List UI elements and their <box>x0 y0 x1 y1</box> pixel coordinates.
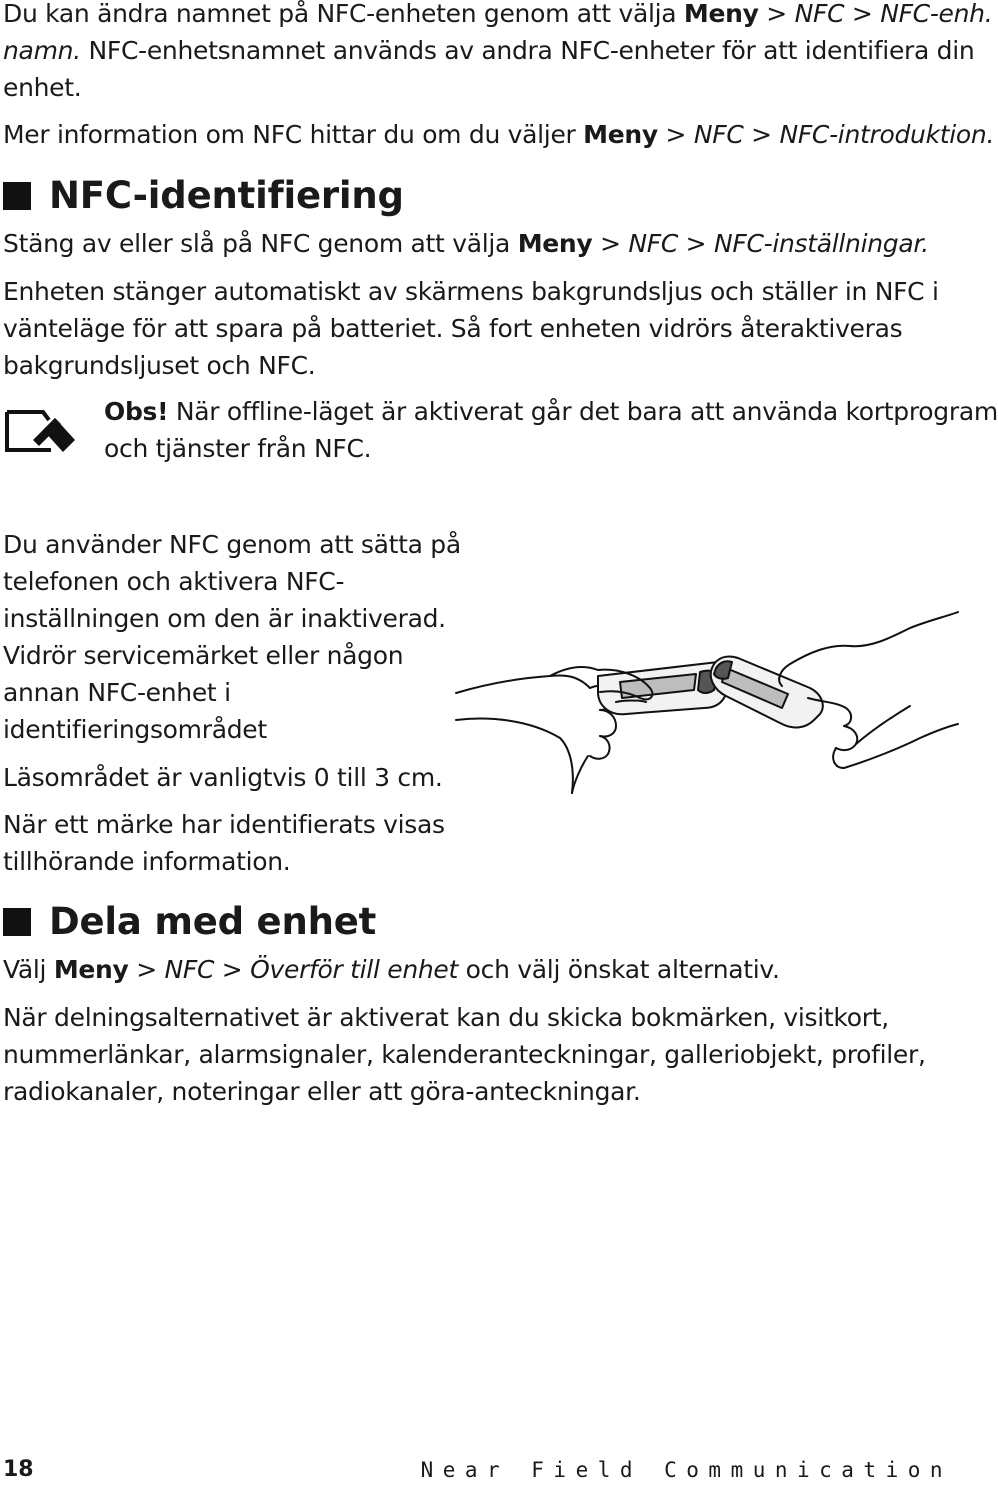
use-line-1: Du använder NFC genom att sätta på <box>3 530 461 559</box>
use-line-4: Vidrör servicemärket eller någon <box>3 641 404 670</box>
intro-line-3: enhet. <box>3 73 82 102</box>
use-line-5: annan NFC-enhet i <box>3 678 231 707</box>
info-line-1: När ett märke har identifierats visas <box>3 810 445 839</box>
black-square-icon <box>3 182 31 210</box>
section1-toggle-text: Stäng av eller slå på NFC genom att välja Meny > NFC > NFC-inställningar. <box>3 229 929 258</box>
section-heading-dela-med-enhet: Dela med enhet <box>3 899 376 945</box>
use-line-6: identifieringsområdet <box>3 715 267 744</box>
use-line-2: telefonen och aktivera NFC- <box>3 567 345 596</box>
intro-line-1: Du kan ändra namnet på NFC-enheten genom att välja Meny > NFC > NFC-enh. <box>3 0 993 28</box>
intro-line-2: namn. NFC-enhetsnamnet används av andra NFC-enheter för att identifiera din <box>3 36 975 65</box>
section2-share-line-1: När delningsalternativet är aktiverat kan du skicka bokmärken, visitkort, <box>3 1003 889 1032</box>
chapter-title: Near Field Communication <box>420 1458 952 1482</box>
section1-backlight-line-1: Enheten stänger automatiskt av skärmens bakgrundsljus och ställer in NFC i <box>3 277 939 306</box>
section2-share-line-2: nummerlänkar, alarmsignaler, kalenderanteckningar, galleriobjekt, profiler, <box>3 1040 926 1069</box>
section-heading-nfc-identifiering: NFC-identifiering <box>3 173 404 219</box>
section2-menu-path: Välj Meny > NFC > Överför till enhet och välj önskat alternativ. <box>3 955 780 984</box>
nfc-phones-touching-illustration <box>450 598 960 828</box>
page-number: 18 <box>3 1457 34 1482</box>
section1-backlight-line-2: vänteläge för att spara på batteriet. Så fort enheten vidrörs återaktiveras <box>3 314 903 343</box>
intro-more-info: Mer information om NFC hittar du om du väljer Meny > NFC > NFC-introduktion. <box>3 120 995 149</box>
section2-share-line-3: radiokanaler, noteringar eller att göra-anteckningar. <box>3 1077 641 1106</box>
info-line-2: tillhörande information. <box>3 847 291 876</box>
black-square-icon <box>3 908 31 936</box>
section1-backlight-line-3: bakgrundsljuset och NFC. <box>3 351 316 380</box>
use-line-3: inställningen om den är inaktiverad. <box>3 604 446 633</box>
note-line-1: Obs! När offline-läget är aktiverat går det bara att använda kortprogram <box>104 397 998 426</box>
note-line-2: och tjänster från NFC. <box>104 434 372 463</box>
note-text <box>104 393 998 467</box>
range-text: Läsområdet är vanligtvis 0 till 3 cm. <box>3 763 443 792</box>
note-icon <box>3 404 79 454</box>
